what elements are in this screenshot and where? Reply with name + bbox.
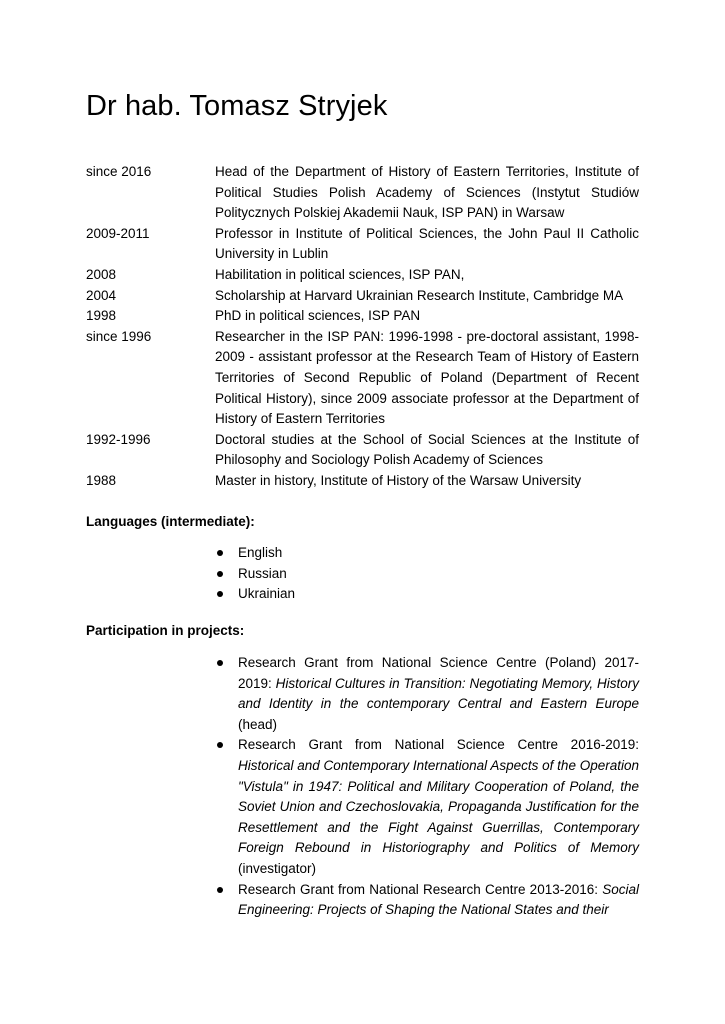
- project-lead: Research Grant from National Research Centre 2013-2016:: [238, 881, 603, 897]
- cv-entry: [86, 430, 639, 471]
- project-role: (investigator): [238, 860, 317, 876]
- cv-description: Professor in Institute of Political Sciences, the John Paul II Catholic University in Lublin: [215, 225, 639, 262]
- project-role: (head): [238, 716, 278, 732]
- project-item: [214, 880, 639, 921]
- cv-entry: [86, 162, 639, 224]
- cv-entry: [86, 306, 639, 327]
- cv-date: since 2016: [86, 164, 152, 179]
- language-item: English: [214, 543, 639, 564]
- cv-description: Researcher in the ISP PAN: 1996-1998 - pre-doctoral assistant, 1998-2009 - assistant professor at the Research Team of History of Eastern Territories of Second Republic of Poland (Department of Recent Political History), since 2009 associate professor at the Department of History of Eastern Territories: [215, 328, 639, 427]
- cv-date: 1998: [86, 308, 117, 324]
- cv-entry: [86, 265, 639, 286]
- project-title: Historical and Contemporary International Aspects of the Operation "Vistula" in 1947: Political and Military Cooperation of Poland, the Soviet Union and Czechoslovakia, Propaganda Justification for the Resettlement and the Fight Against Guerrillas, Contemporary Foreign Rebound in Historiography and Politics of Memory: [238, 757, 639, 856]
- cv-description: Doctoral studies at the School of Social Sciences at the Institute of Philosophy and Sociology Polish Academy of Sciences: [215, 431, 639, 468]
- cv-entry: [86, 471, 639, 492]
- projects-heading: Participation in projects:: [86, 623, 245, 638]
- page-title: Dr hab. Tomasz Stryjek: [86, 90, 388, 122]
- projects-list: [214, 653, 639, 921]
- cv-description: Scholarship at Harvard Ukrainian Research Institute, Cambridge MA: [215, 287, 624, 303]
- language-item: Russian: [214, 564, 639, 585]
- project-lead: Research Grant from National Science Centre (Poland) 2017-2019:: [238, 655, 639, 691]
- project-lead: Research Grant from National Science Centre 2016-2019:: [238, 737, 639, 753]
- cv-description: Master in history, Institute of History of the Warsaw University: [215, 472, 582, 488]
- languages-list: [214, 543, 639, 605]
- cv-entry: [86, 286, 639, 307]
- language-item: Ukrainian: [214, 584, 639, 605]
- languages-heading: Languages (intermediate):: [86, 514, 255, 529]
- cv-description: Habilitation in political sciences, ISP PAN,: [215, 266, 465, 282]
- project-title: Social Engineering: Projects of Shaping the National States and their: [238, 881, 639, 918]
- project-title: Historical Cultures in Transition: Negotiating Memory, History and Identity in the contemporary Central and Eastern Europe: [238, 675, 639, 712]
- cv-date: 1992-1996: [86, 431, 151, 447]
- cv-date: 1988: [86, 472, 117, 488]
- cv-date: 2004: [86, 287, 117, 303]
- cv-date: since 1996: [86, 328, 152, 344]
- cv-date: 2008: [86, 266, 117, 282]
- cv-description: PhD in political sciences, ISP PAN: [215, 308, 421, 324]
- project-item: [214, 653, 639, 735]
- cv-timeline: [86, 162, 639, 492]
- cv-date: 2009-2011: [86, 225, 150, 241]
- cv-entry: [86, 224, 639, 265]
- project-item: [214, 735, 639, 879]
- cv-entry: [86, 327, 639, 430]
- cv-description: Head of the Department of History of Eastern Territories, Institute of Political Studies Polish Academy of Sciences (Instytut Studiów Politycznych Polskiej Akademii Nauk, ISP PAN) in Warsaw: [215, 164, 639, 221]
